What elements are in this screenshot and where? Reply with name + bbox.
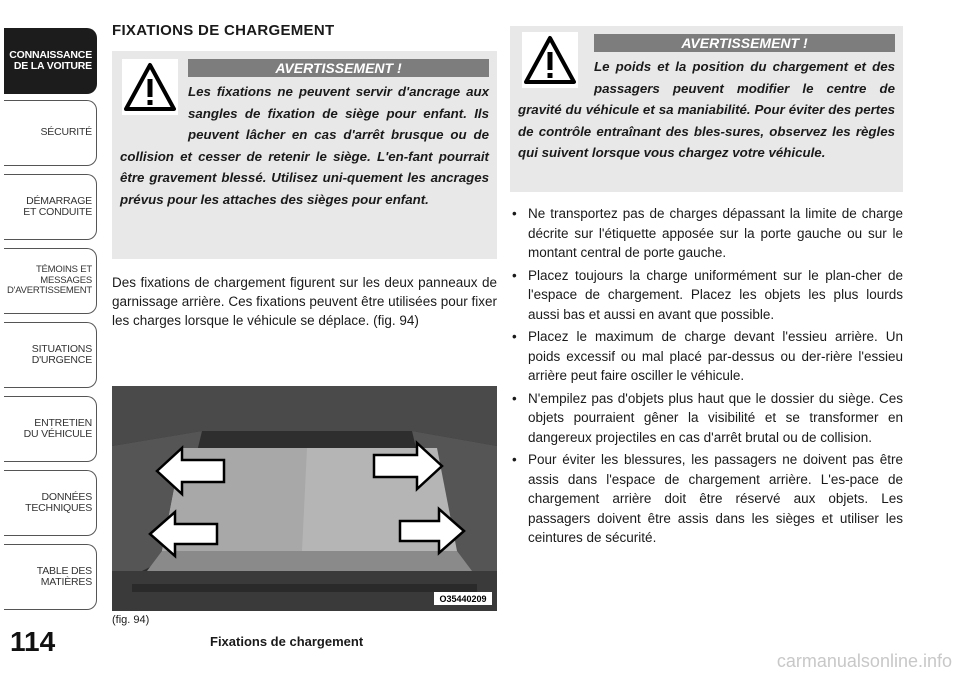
warning-triangle-icon: [522, 32, 578, 88]
left-column: [112, 22, 497, 330]
list-item: • Placez toujours la charge uniformément sur le plan-cher de l'espace de chargement. Placez les objets les plus lourds aussi bas et aussi en avant que possible.: [512, 267, 903, 322]
tab-connaissance-voiture[interactable]: CONNAISSANCE DE LA VOITURE: [4, 28, 97, 94]
warning-box-right: [510, 26, 903, 192]
figure-code: O35440209: [439, 594, 487, 604]
cargo-area-photo: [112, 386, 497, 611]
tab-securite[interactable]: SÉCURITÉ: [4, 100, 97, 166]
tab-situations-urgence[interactable]: SITUATIONS D'URGENCE: [4, 322, 97, 388]
tab-table-matieres[interactable]: TABLE DES MATIÈRES: [4, 544, 97, 610]
footer-section-label: Fixations de chargement: [210, 634, 364, 649]
page-number: 114: [10, 626, 56, 657]
right-column: [510, 26, 903, 551]
tab-temoins-messages[interactable]: TÉMOINS ET MESSAGES D'AVERTISSEMENT: [4, 248, 97, 314]
list-item: • Pour éviter les blessures, les passagers ne doivent pas être assis dans l'espace de chargement arrière. L'es-pace de chargement arrière doit être réservé aux objets. Les passagers doivent être assis dans les sièges et utiliser les ceintures de sécurité.: [512, 452, 903, 545]
figure-caption: (fig. 94): [112, 614, 150, 626]
warning-heading: AVERTISSEMENT !: [594, 34, 895, 52]
warning-box-left: [112, 51, 497, 259]
tab-entretien-vehicule[interactable]: ENTRETIEN DU VÉHICULE: [4, 396, 97, 462]
list-item: • Ne transportez pas de charges dépassant la limite de charge décrite sur l'étiquette apposée sur la porte gauche ou sur le montant central de porte gauche.: [512, 206, 903, 260]
warning-heading: AVERTISSEMENT !: [188, 59, 489, 77]
warning-triangle-icon: [122, 59, 178, 115]
list-item: • Placez le maximum de charge devant l'essieu arrière. Un poids excessif ou mal placé par-dessus ou der-rière l'essieu arrière peut faire osciller le véhicule.: [512, 329, 903, 383]
warning-text: Le poids et la position du chargement et des passagers peuvent modifier le centre de gravité du véhicule et sa maniabilité. Pour éviter des pertes de contrôle entraînant des bles-sures, observez les règles qui suivent lorsque vous chargez votre véhicule.: [518, 59, 895, 160]
tab-donnees-techniques[interactable]: DONNÉES TECHNIQUES: [4, 470, 97, 536]
section-title: FIXATIONS DE CHARGEMENT: [112, 22, 335, 39]
body-paragraph: Des fixations de chargement figurent sur les deux panneaux de garnissage arrière. Ces fixations peuvent être utilisées pour fixer les charges lorsque le véhicule se déplace. (fig. 94): [112, 275, 497, 328]
bullet-list: [510, 204, 903, 548]
list-item: • N'empilez pas d'objets plus haut que le dossier du siège. Ces objets pourraient gêner la visibilité et se transformer en dangereux projectiles en cas d'arrêt brutal ou de collision.: [512, 390, 903, 445]
watermark: carmanualsonline.info: [776, 651, 952, 671]
warning-text: Les fixations ne peuvent servir d'ancrage aux sangles de fixation de siège pour enfant. Ils peuvent lâcher en cas d'arrêt brusque ou de collision et cesser de retenir le siège. L'en-fant pourrait être gravement blessé. Utilisez uni-quement les ancrages prévus pour les attaches des sièges pour enfant.: [120, 84, 489, 207]
tab-demarrage-conduite[interactable]: DÉMARRAGE ET CONDUITE: [4, 174, 97, 240]
